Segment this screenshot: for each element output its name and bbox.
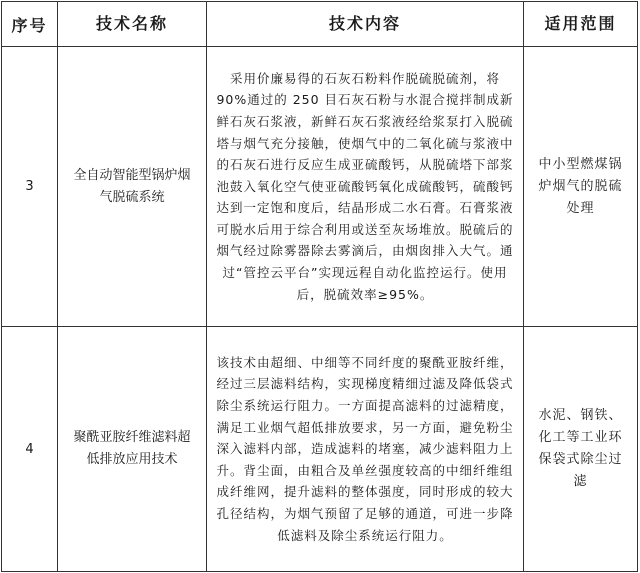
row-no: 3 (2, 47, 58, 327)
header-no: 序号 (2, 2, 58, 47)
row-tech-content-text: 该技术由超细、中细等不同纤度的聚酰亚胺纤维，经过三层滤料结构，实现梯度精细过滤及降低袋式除尘系统运行阻力。一方面提高滤料的过滤精度，满足工业烟气超低排放要求，另一方面，避免粉尘深入滤料内部，造成滤料的堵塞，减少滤料阻力上升。背尘面，由粗合及单丝强度较高的中细纤维组成纤维网，提升滤料的整体强度，同时形成的较大孔径结构，为烟气预留了足够的通道，可进一步降低滤料及除尘系统运行阻力。 (216, 354, 514, 543)
row-tech-name: 聚酰亚胺纤维滤料超低排放应用技术 (58, 327, 207, 572)
row-scope: 中小型燃煤锅炉烟气的脱硫处理 (524, 47, 638, 327)
table-row (2, 327, 638, 572)
row-tech-name: 全自动智能型锅炉烟气脱硫系统 (58, 47, 207, 327)
row-tech-content (207, 327, 524, 572)
header-name: 技术名称 (58, 2, 207, 47)
header-row (2, 2, 638, 47)
header-scope: 适用范围 (524, 2, 638, 47)
row-scope: 水泥、钢铁、化工等工业环保袋式除尘过滤 (524, 327, 638, 572)
row-tech-content-text: 采用价廉易得的石灰石粉料作脱硫脱硫剂，将 90%通过的 250 目石灰石粉与水混合搅拌制成新鲜石灰石浆液，新鲜石灰石浆液经给浆泵打入脱硫塔与烟气充分接触，使烟气中的二氧化硫与浆液中的石灰石进行反应生成亚硫酸钙，从脱硫塔下部浆池鼓入氧化空气使亚硫酸钙氧化成硫酸钙，硫酸钙达到一定饱和度后，结晶形成二水石膏。石膏浆液可脱水后用于综合利用或送至灰场堆放。脱硫后的烟气经过除雾器除去雾滴后，由烟囱排入大气。通过“管控云平台”实现远程自动化监控运行。使用后，脱硫效率≥95%。 (216, 70, 514, 302)
row-tech-content (207, 47, 524, 327)
header-content: 技术内容 (207, 2, 524, 47)
technology-table (1, 1, 638, 572)
row-no: 4 (2, 327, 58, 572)
table-row (2, 47, 638, 327)
